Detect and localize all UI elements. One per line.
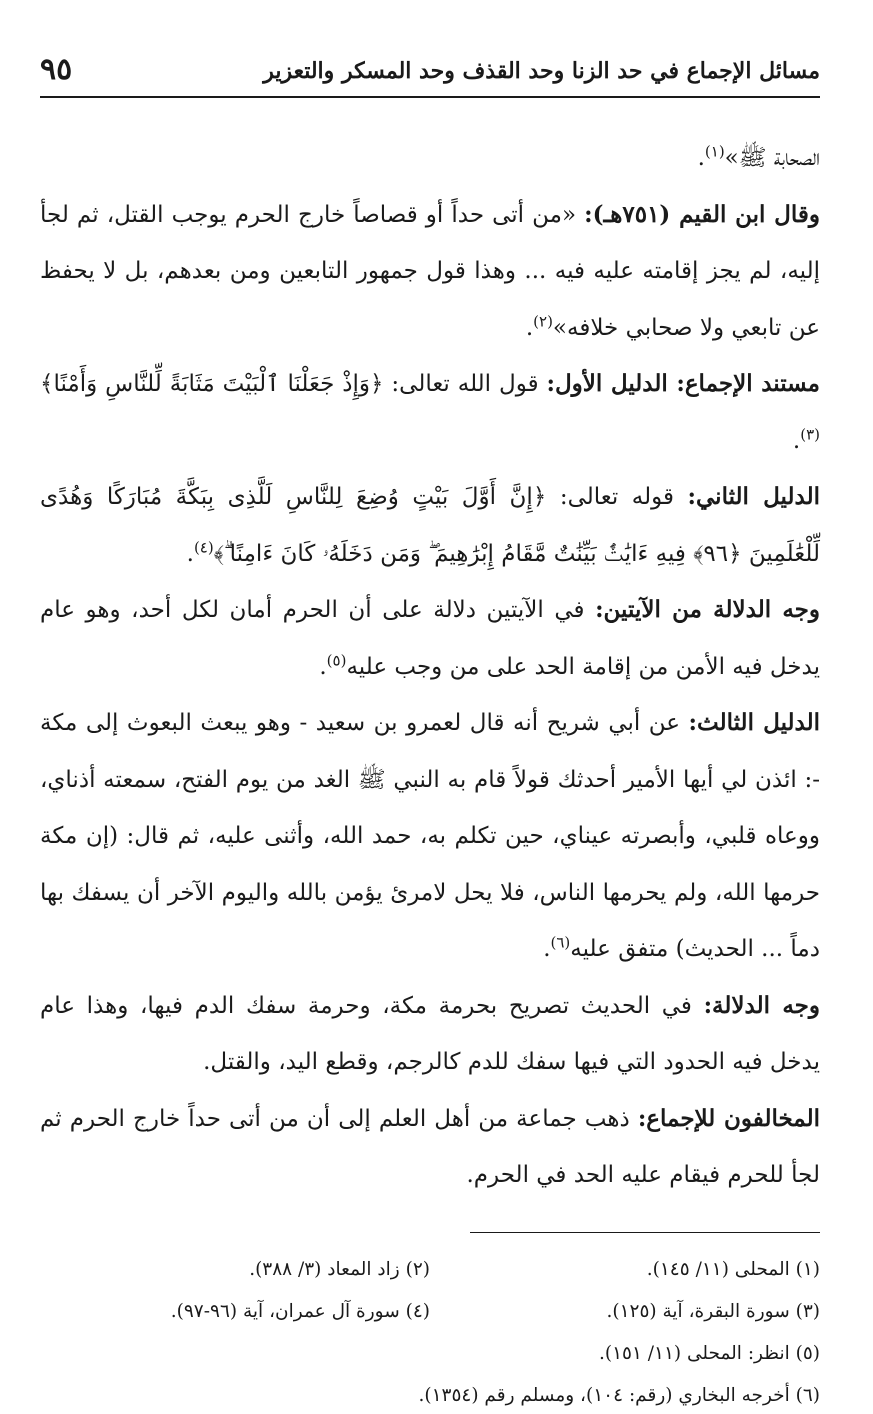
footnote-4: (٤) سورة آل عمران، آية (٩٦-٩٧).	[170, 1300, 430, 1322]
footnote-row	[40, 1249, 820, 1291]
footnote-ref: (٣)	[800, 424, 820, 443]
paragraph-second-evidence	[40, 469, 820, 582]
footnote-2: (٢) زاد المعاد (٣/ ٣٨٨).	[249, 1258, 430, 1280]
paragraph-text: ذهب جماعة من أهل العلم إلى أن من أتى حداً خارج الحرم ثم لجأ للحرم فيقام عليه الحد في الحرم.	[40, 1105, 820, 1188]
footnote-ref: (٥)	[326, 650, 347, 669]
page-number: ٩٥	[40, 52, 73, 87]
quran-verse: ﴿إِنَّ أَوَّلَ بَيْتٍ وُضِعَ لِلنَّاسِ لَلَّذِى بِبَكَّةَ مُبَارَكًا وَهُدًى لِّلْعَٰلَمِينَ ﴿٩٦﴾ فِيهِ ءَايَٰتٌۢ بَيِّنَٰتٌ مَّقَامُ إِبْرَٰهِيمَ ۖ وَمَن دَخَلَهُۥ كَانَ ءَامِنًا ۗ﴾	[40, 484, 820, 567]
paragraph-text: قول الله تعالى:	[383, 371, 547, 397]
paragraph-lead: الدليل الثاني:	[687, 483, 820, 510]
main-text	[40, 130, 820, 1204]
paragraph-lead: مستند الإجماع: الدليل الأول:	[546, 370, 820, 397]
footnote-ref: (٦)	[550, 933, 571, 952]
paragraph-text: في الحديث تصريح بحرمة مكة، وحرمة سفك الدم فيها، وهذا عام يدخل فيه الحدود التي فيها سفك للدم كالرجم، وقطع اليد، والقتل.	[40, 992, 820, 1075]
paragraph-text: عن أبي شريح أنه قال لعمرو بن سعيد - وهو يبعث البعوث إلى مكة -: ائذن لي أيها الأمير أحدثك قولاً قام به النبي ﷺ الغد من يوم الفتح، سمعته أذناي، ووعاه قلبي، وأبصرته عيناي، حين تكلم به، حمد الله، وأثنى عليه، ثم قال: (إن مكة حرمها الله، ولم يحرمها الناس، فلا يحل لامرئ يؤمن بالله واليوم الآخر أن يسفك بها دماً ... الحديث) متفق عليه	[40, 710, 820, 962]
paragraph-inference-hadith	[40, 978, 820, 1091]
quran-verse: ﴿وَإِذْ جَعَلْنَا ٱلْبَيْتَ مَثَابَةً لِّلنَّاسِ وَأَمْنًا﴾	[40, 371, 384, 397]
paragraph-lead: وجه الدلالة:	[703, 991, 820, 1019]
paragraph-first-evidence	[40, 356, 820, 469]
footnote-ref: (٢)	[533, 311, 553, 330]
paragraph-lead: المخالفون للإجماع:	[637, 1104, 820, 1132]
paragraph-text: الصحابة ﷺ»	[724, 145, 820, 171]
footnote-5: (٥) انظر: المحلى (١١/ ١٥١).	[598, 1342, 820, 1364]
paragraph-text: قوله تعالى:	[546, 484, 688, 510]
footnote-1: (١) المحلى (١١/ ١٤٥).	[646, 1258, 820, 1280]
running-title: مسائل الإجماع في حد الزنا وحد القذف وحد المسكر والتعزير	[263, 58, 820, 84]
paragraph-end: .	[543, 936, 551, 962]
paragraph-dissenters	[40, 1091, 820, 1204]
book-page	[40, 50, 820, 1406]
paragraph-lead: الدليل الثالث:	[688, 709, 820, 736]
paragraph-end: .	[525, 314, 534, 341]
paragraph-end: .	[319, 653, 327, 680]
footnote-ref: (٤)	[193, 537, 214, 556]
footnote-ref: (١)	[704, 142, 725, 161]
paragraph-end: .	[697, 145, 705, 171]
paragraph-lead: وقال ابن القيم (٧٥١هـ):	[584, 200, 820, 228]
paragraph-lead: وجه الدلالة من الآيتين:	[595, 596, 820, 623]
footnote-row	[40, 1291, 820, 1333]
footnote-3: (٣) سورة البقرة، آية (١٢٥).	[606, 1300, 820, 1322]
paragraph-end: .	[186, 540, 194, 567]
footnote-6: (٦) أخرجه البخاري (رقم: ١٠٤)، ومسلم رقم (١٣٥٤).	[418, 1384, 820, 1406]
paragraph-1	[40, 130, 820, 187]
paragraph-end: .	[792, 427, 801, 454]
footnotes	[40, 1249, 820, 1414]
page-header	[40, 50, 820, 98]
footnote-separator	[470, 1232, 820, 1233]
paragraph-ibn-alqayyim	[40, 187, 820, 357]
paragraph-third-evidence	[40, 695, 820, 978]
paragraph-text: في الآيتين دلالة على أن الحرم أمان لكل أحد، وهو عام يدخل فيه الأمن من إقامة الحد على من وجب عليه	[40, 597, 820, 680]
paragraph-text: «من أتى حداً أو قصاصاً خارج الحرم يوجب القتل، ثم لجأ إليه، لم يجز إقامته عليه فيه ... وهذا قول جمهور التابعين ومن بعدهم، بل لا يحفظ عن تابعي ولا صحابي خلافه»	[40, 201, 820, 341]
paragraph-inference-verses	[40, 582, 820, 695]
